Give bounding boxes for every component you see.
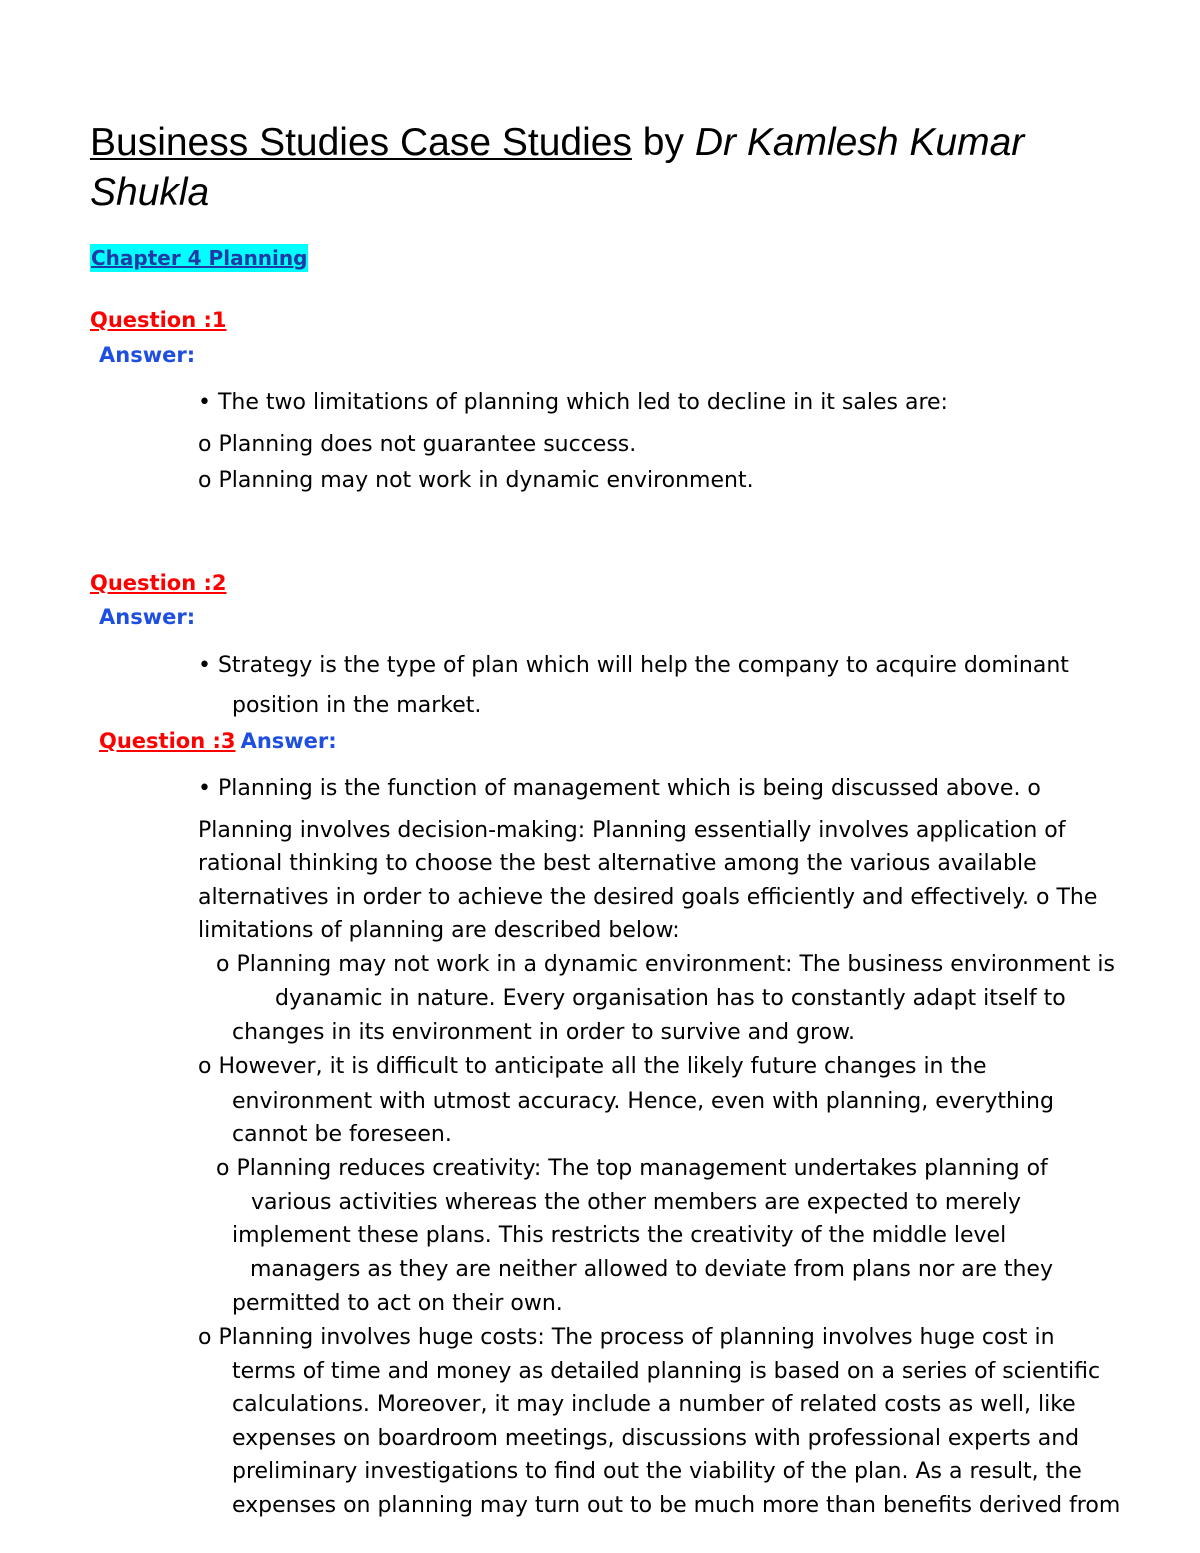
answer-3-line: expenses on planning may turn out to be much more than benefits derived from	[232, 1493, 1121, 1518]
answer-1-label: Answer:	[99, 343, 196, 367]
answer-3-line: o Planning involves huge costs: The process of planning involves huge cost in	[198, 1325, 1055, 1350]
answer-3-line: changes in its environment in order to survive and grow.	[232, 1020, 856, 1045]
answer-1-line: o Planning may not work in dynamic environment.	[198, 468, 754, 493]
answer-2-line: position in the market.	[232, 693, 482, 718]
answer-3-line: dyanamic in nature. Every organisation has to constantly adapt itself to	[275, 986, 1066, 1011]
answer-3-line: terms of time and money as detailed planning is based on a series of scientific	[232, 1359, 1101, 1384]
answer-3-line: implement these plans. This restricts the creativity of the middle level	[232, 1223, 1007, 1248]
question-3-heading: Question :3	[99, 729, 236, 753]
answer-3-line: various activities whereas the other members are expected to merely	[251, 1190, 1022, 1215]
question-1-heading: Question :1	[90, 308, 227, 332]
document-title-line2	[90, 168, 209, 218]
document-title	[90, 118, 1024, 168]
answer-3-line: managers as they are neither allowed to deviate from plans nor are they	[250, 1257, 1053, 1282]
answer-3-line: o Planning reduces creativity: The top management undertakes planning of	[216, 1156, 1048, 1181]
question-2-heading: Question :2	[90, 571, 227, 595]
answer-3-line: calculations. Moreover, it may include a number of related costs as well, like	[232, 1392, 1076, 1417]
answer-3-line: Planning involves decision-making: Planning essentially involves application of	[198, 818, 1066, 843]
answer-3-line: alternatives in order to achieve the desired goals efficiently and effectively. o The	[198, 885, 1098, 910]
answer-3-label: Answer:	[240, 729, 337, 753]
answer-1-line: o Planning does not guarantee success.	[198, 432, 637, 457]
answer-3-line: preliminary investigations to find out the viability of the plan. As a result, the	[232, 1459, 1082, 1484]
answer-3-line: • Planning is the function of management which is being discussed above. o	[198, 776, 1041, 801]
answer-2-label: Answer:	[99, 605, 196, 629]
answer-1-line: • The two limitations of planning which led to decline in it sales are:	[198, 390, 948, 415]
answer-3-line: rational thinking to choose the best alternative among the various available	[198, 851, 1037, 876]
answer-3-line: cannot be foreseen.	[232, 1122, 452, 1147]
title-author: Dr Kamlesh Kumar	[694, 121, 1025, 164]
chapter-heading: Chapter 4 Planning	[91, 246, 308, 270]
answer-3-line: expenses on boardroom meetings, discussions with professional experts and	[232, 1426, 1080, 1451]
title-by: by	[631, 121, 695, 164]
answer-3-line: o However, it is difficult to anticipate all the likely future changes in the	[198, 1054, 987, 1079]
title-author-surname: Shukla	[90, 171, 210, 214]
answer-3-line: permitted to act on their own.	[232, 1291, 563, 1316]
answer-3-line: limitations of planning are described below:	[198, 918, 680, 943]
title-main: Business Studies Case Studies	[90, 121, 632, 164]
answer-2-line: • Strategy is the type of plan which will help the company to acquire dominant	[198, 653, 1069, 678]
question-3-heading-row	[99, 726, 337, 756]
answer-3-line: environment with utmost accuracy. Hence, even with planning, everything	[232, 1089, 1054, 1114]
answer-3-line: o Planning may not work in a dynamic environment: The business environment is	[216, 952, 1115, 977]
